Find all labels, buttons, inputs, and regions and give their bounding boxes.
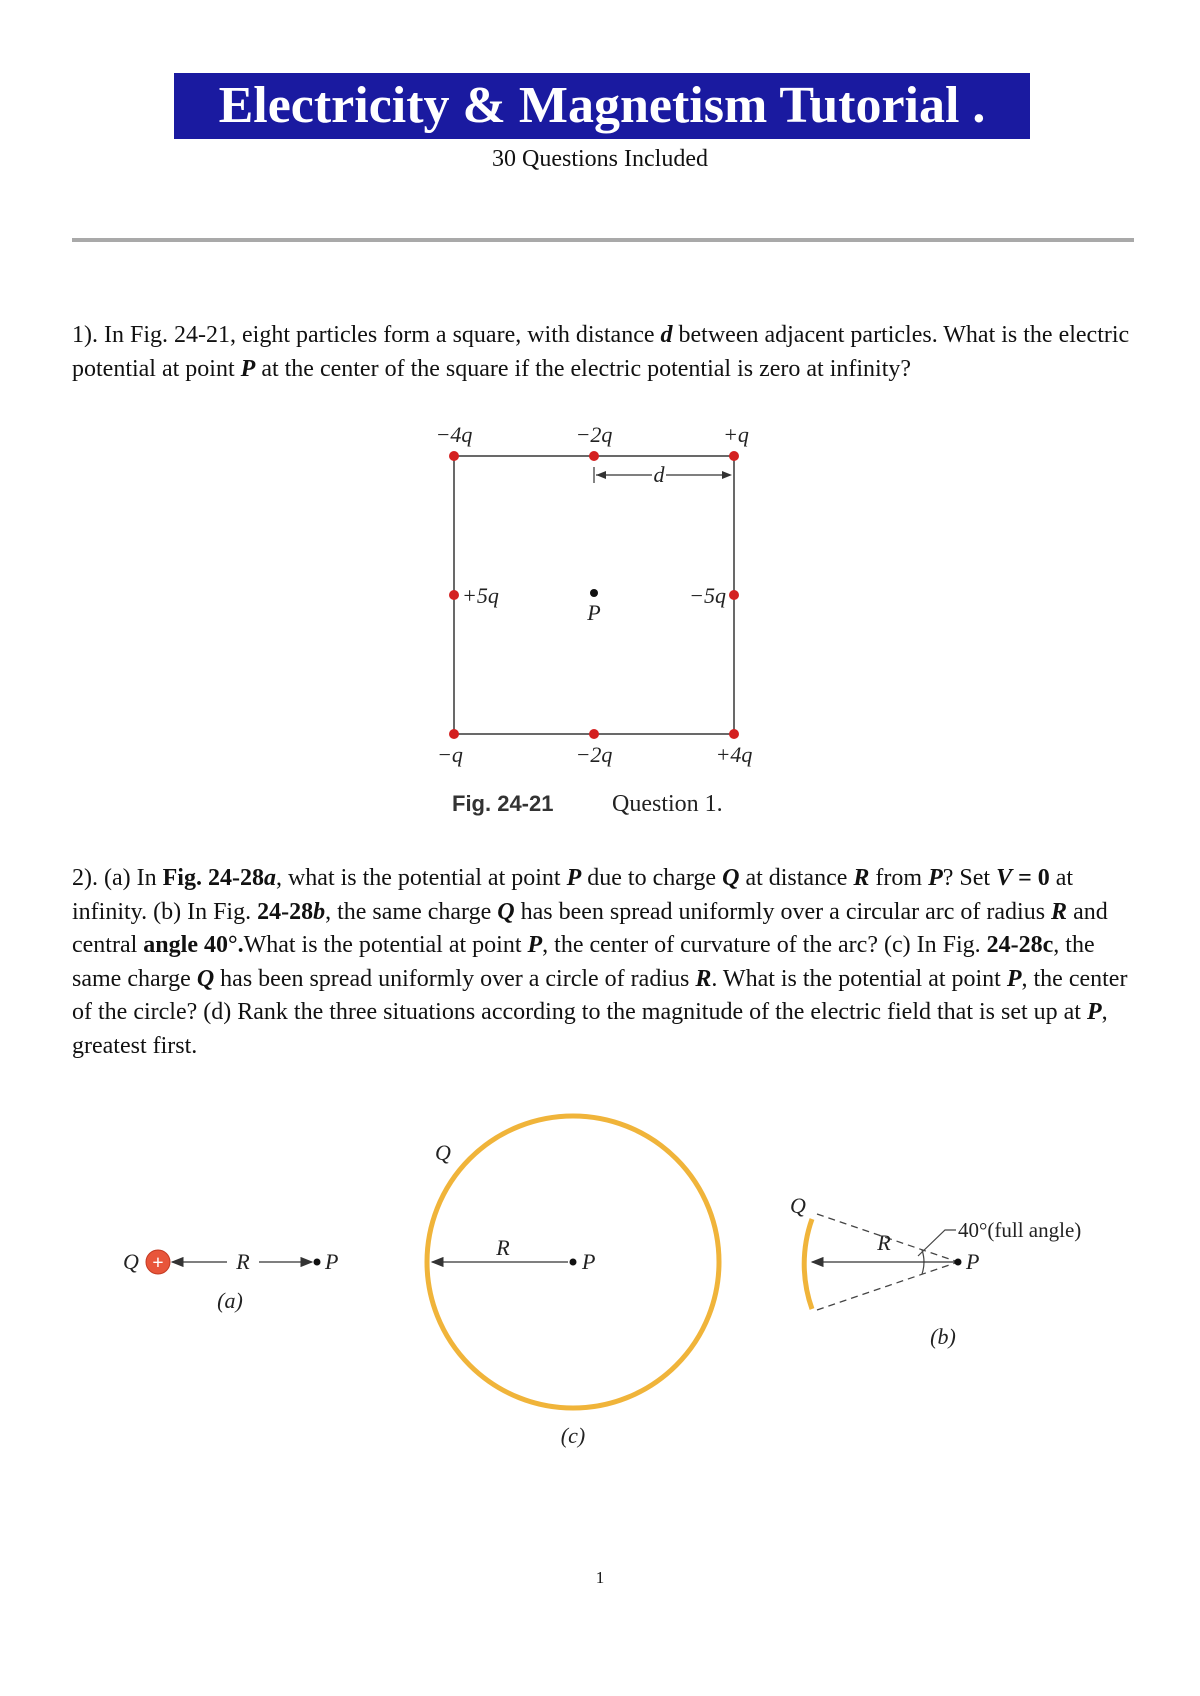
figure-24-28 (0, 1100, 1200, 1480)
part-c-caption: (c) (560, 1423, 586, 1448)
label-middle-left: +5q (462, 583, 499, 608)
part-c-point-label: P (582, 1249, 596, 1274)
label-bottom-left: −q (437, 742, 463, 767)
particle-top-left (449, 451, 459, 461)
figure-part-c (427, 1116, 719, 1448)
part-b-radius-label: R (877, 1230, 891, 1255)
label-top-left: −4q (435, 422, 473, 447)
question-1-text: 1). In Fig. 24-21, eight particles form a square, with distance d between adjacent particles. What is the electric potential at point P at the center of the square if the electric potential is zero at infinity? (72, 322, 1130, 382)
part-a-caption: (a) (217, 1288, 243, 1313)
label-top-middle: −2q (575, 422, 613, 447)
angle-label: 40°(full angle) (958, 1218, 1082, 1242)
part-c-charge-label: Q (435, 1140, 451, 1165)
part-b-charge-label: Q (790, 1193, 806, 1218)
document-title: Electricity & Magnetism Tutorial . (174, 73, 1030, 139)
part-a-radius-label: R (236, 1249, 250, 1274)
particle-middle-left (449, 590, 459, 600)
label-bottom-middle: −2q (575, 742, 613, 767)
page-number: 1 (595, 1568, 605, 1587)
particle-top-middle (589, 451, 599, 461)
part-a-charge-label: Q (123, 1249, 139, 1274)
center-point (590, 589, 598, 597)
label-bottom-right: +4q (715, 742, 753, 767)
particle-middle-right (729, 590, 739, 600)
question-2-text: 2). (a) In Fig. 24-28a, what is the potential at point P due to charge Q at distance R from P? Set V = 0 at infinity. (b) In Fig. 24-28b, the same charge Q has been spread uniformly over a circular arc of radius R and central angle 40°.What is the potential at point P, the center of curvature of the arc? (c) In Fig. 24-28c, the same charge Q has been spread uniformly over a circle of radius R. What is the potential at point P, the center of the circle? (d) Rank the three situations according to the magnitude of the electric field that is set up at P, greatest first. (72, 865, 1128, 1059)
label-top-right: +q (723, 422, 749, 447)
figure-caption-text: Question 1. (612, 791, 723, 817)
part-a-point-label: P (325, 1249, 339, 1274)
figure-caption-label: Fig. 24-21 (452, 791, 554, 816)
figure-part-b (790, 1193, 1081, 1349)
particle-top-right (729, 451, 739, 461)
particle-bottom-middle (589, 729, 599, 739)
figure-24-21 (420, 420, 780, 820)
plus-icon: + (152, 1252, 164, 1274)
distance-label: d (653, 462, 665, 487)
figure-part-a (123, 1249, 338, 1313)
label-center-point: P (587, 600, 601, 625)
label-middle-right: −5q (689, 583, 726, 608)
part-c-radius-label: R (496, 1235, 510, 1260)
charged-arc (804, 1219, 812, 1309)
part-b-point-label: P (966, 1249, 980, 1274)
document-subtitle: 30 Questions Included (492, 146, 708, 172)
part-b-caption: (b) (930, 1324, 956, 1349)
particle-bottom-right (729, 729, 739, 739)
particle-bottom-left (449, 729, 459, 739)
horizontal-rule (72, 238, 1134, 242)
